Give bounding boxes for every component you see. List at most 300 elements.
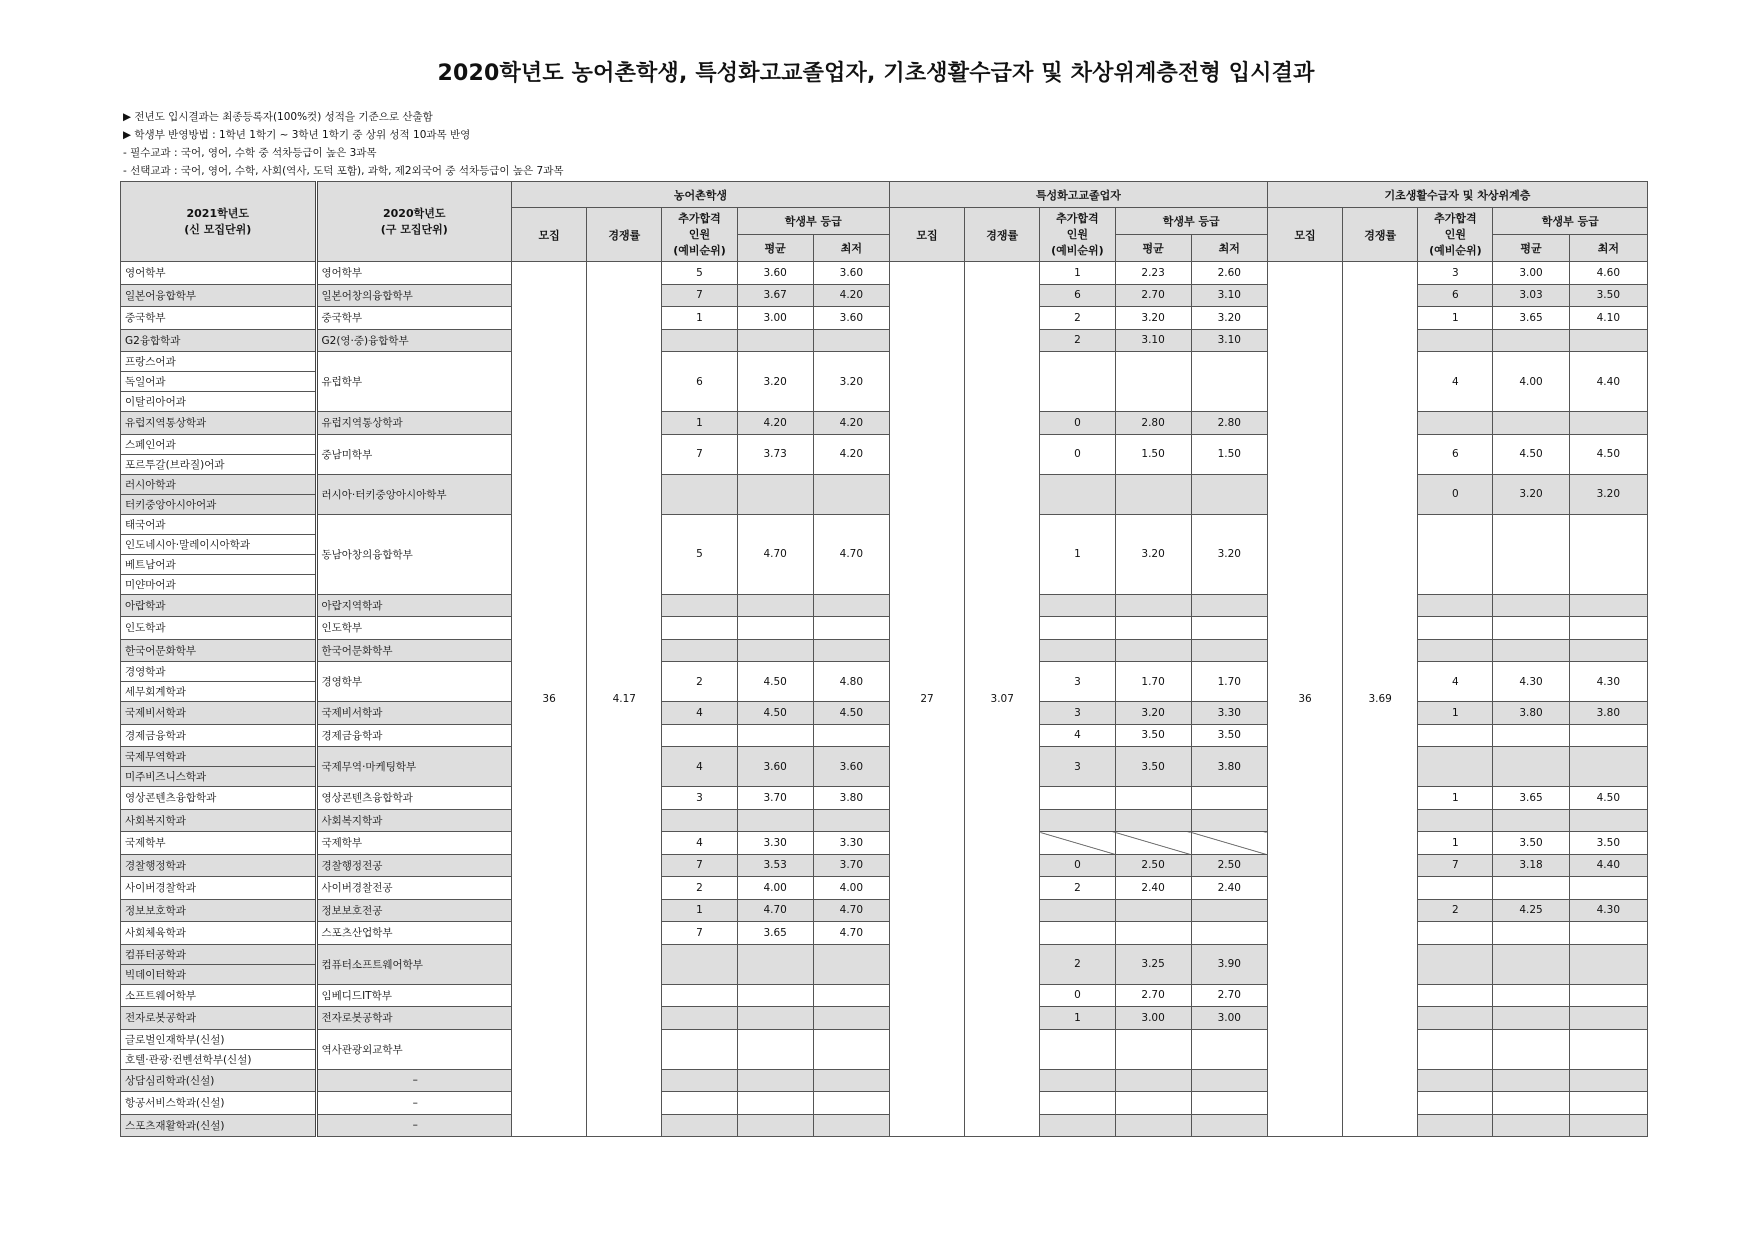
table-row bbox=[121, 877, 1648, 900]
basic-extra bbox=[1418, 1069, 1493, 1092]
voc-avg bbox=[1115, 1029, 1191, 1069]
farm-avg: 4.70 bbox=[737, 899, 813, 922]
basic-avg: 4.50 bbox=[1493, 434, 1569, 474]
voc-extra bbox=[1040, 1029, 1115, 1069]
farm-extra: 1 bbox=[662, 412, 737, 435]
basic-avg bbox=[1493, 724, 1569, 747]
basic-extra: 1 bbox=[1418, 832, 1493, 855]
farm-min bbox=[813, 809, 889, 832]
farm-extra: 2 bbox=[662, 877, 737, 900]
voc-avg: 1.70 bbox=[1115, 662, 1191, 702]
voc-avg: 2.40 bbox=[1115, 877, 1191, 900]
farm-extra bbox=[662, 474, 737, 514]
basic-extra bbox=[1418, 922, 1493, 945]
unit-2021: 호텔·관광·컨벤션학부(신설) bbox=[121, 1049, 317, 1069]
farm-avg bbox=[737, 1029, 813, 1069]
table-row bbox=[121, 434, 1648, 454]
farm-min: 3.60 bbox=[813, 747, 889, 787]
farm-avg bbox=[737, 1069, 813, 1092]
unit-2021: 세무회계학과 bbox=[121, 682, 317, 702]
basic-extra: 0 bbox=[1418, 474, 1493, 514]
unit-2021: 컴퓨터공학과 bbox=[121, 944, 317, 964]
unit-2021: 프랑스어과 bbox=[121, 352, 317, 372]
table-row bbox=[121, 352, 1648, 372]
header-2021-label: 2021학년도 (신 모집단위) bbox=[184, 206, 252, 236]
voc-min bbox=[1191, 352, 1267, 412]
unit-2020: 유럽학부 bbox=[316, 352, 512, 412]
basic-min bbox=[1569, 1114, 1647, 1137]
unit-2021: 포르투갈(브라질)어과 bbox=[121, 454, 317, 474]
basic-min: 3.50 bbox=[1569, 284, 1647, 307]
admission-results-table bbox=[120, 181, 1648, 1137]
basic-avg bbox=[1493, 639, 1569, 662]
basic-min bbox=[1569, 922, 1647, 945]
farm-min: 4.80 bbox=[813, 662, 889, 702]
unit-2021: 경제금융학과 bbox=[121, 724, 317, 747]
farm-recruit: 36 bbox=[512, 262, 587, 1137]
unit-2021: 터키중앙아시아어과 bbox=[121, 494, 317, 514]
basic-min: 4.10 bbox=[1569, 307, 1647, 330]
voc-avg: 1.50 bbox=[1115, 434, 1191, 474]
voc-extra bbox=[1040, 594, 1115, 617]
farm-extra bbox=[662, 639, 737, 662]
basic-avg bbox=[1493, 984, 1569, 1007]
unit-2020: 일본어창의융합학부 bbox=[316, 284, 512, 307]
voc-min bbox=[1191, 1029, 1267, 1069]
voc-extra: 1 bbox=[1040, 514, 1115, 594]
unit-2020: 국제무역·마케팅학부 bbox=[316, 747, 512, 787]
farm-min: 4.20 bbox=[813, 284, 889, 307]
farm-avg: 3.00 bbox=[737, 307, 813, 330]
basic-min bbox=[1569, 412, 1647, 435]
basic-extra bbox=[1418, 514, 1493, 594]
basic-extra bbox=[1418, 594, 1493, 617]
basic-avg bbox=[1493, 922, 1569, 945]
basic-avg: 4.00 bbox=[1493, 352, 1569, 412]
basic-avg: 3.50 bbox=[1493, 832, 1569, 855]
unit-2020: – bbox=[316, 1069, 512, 1092]
unit-2021: 이탈리아어과 bbox=[121, 392, 317, 412]
voc-min: 1.70 bbox=[1191, 662, 1267, 702]
voc-min bbox=[1191, 899, 1267, 922]
unit-2021: 영상콘텐츠융합학과 bbox=[121, 787, 317, 810]
basic-avg: 3.65 bbox=[1493, 307, 1569, 330]
voc-avg: 3.50 bbox=[1115, 724, 1191, 747]
farm-avg bbox=[737, 809, 813, 832]
voc-extra bbox=[1040, 832, 1115, 855]
notes-block bbox=[123, 108, 564, 180]
table-row bbox=[121, 787, 1648, 810]
farm-avg: 3.53 bbox=[737, 854, 813, 877]
unit-2021: 영어학부 bbox=[121, 262, 317, 285]
voc-min bbox=[1191, 617, 1267, 640]
header-2020-label: 2020학년도 (구 모집단위) bbox=[380, 206, 448, 236]
basic-extra bbox=[1418, 639, 1493, 662]
farm-min: 3.60 bbox=[813, 262, 889, 285]
farm-avg bbox=[737, 617, 813, 640]
voc-avg: 3.25 bbox=[1115, 944, 1191, 984]
basic-avg: 3.80 bbox=[1493, 702, 1569, 725]
voc-ratio: 3.07 bbox=[965, 262, 1040, 1137]
voc-extra: 4 bbox=[1040, 724, 1115, 747]
table-row bbox=[121, 899, 1648, 922]
unit-2020: 국제학부 bbox=[316, 832, 512, 855]
voc-extra: 1 bbox=[1040, 1007, 1115, 1030]
farm-extra bbox=[662, 1114, 737, 1137]
farm-extra bbox=[662, 617, 737, 640]
basic-min: 4.30 bbox=[1569, 899, 1647, 922]
farm-min: 4.20 bbox=[813, 412, 889, 435]
basic-min: 4.50 bbox=[1569, 434, 1647, 474]
basic-avg bbox=[1493, 809, 1569, 832]
voc-extra: 3 bbox=[1040, 747, 1115, 787]
basic-extra bbox=[1418, 1114, 1493, 1137]
voc-min: 3.90 bbox=[1191, 944, 1267, 984]
farm-min bbox=[813, 944, 889, 984]
basic-min bbox=[1569, 1007, 1647, 1030]
farm-extra bbox=[662, 1069, 737, 1092]
voc-extra: 6 bbox=[1040, 284, 1115, 307]
voc-avg bbox=[1115, 899, 1191, 922]
unit-2021: 글로벌인재학부(신설) bbox=[121, 1029, 317, 1049]
unit-2021: 태국어과 bbox=[121, 514, 317, 534]
note-line: ▶ 학생부 반영방법 : 1학년 1학기 ~ 3학년 1학기 중 상위 성적 10과목 반영 bbox=[123, 129, 471, 141]
unit-2021: 빅데이터학과 bbox=[121, 964, 317, 984]
basic-avg bbox=[1493, 1114, 1569, 1137]
header-group-vocational: 특성화고교졸업자 bbox=[889, 182, 1267, 208]
basic-extra bbox=[1418, 412, 1493, 435]
farm-extra bbox=[662, 329, 737, 352]
farm-extra: 7 bbox=[662, 434, 737, 474]
basic-avg: 3.65 bbox=[1493, 787, 1569, 810]
voc-min bbox=[1191, 809, 1267, 832]
basic-min bbox=[1569, 724, 1647, 747]
basic-avg bbox=[1493, 747, 1569, 787]
header-ratio: 경쟁률 bbox=[587, 208, 662, 262]
unit-2021: 사회체육학과 bbox=[121, 922, 317, 945]
unit-2021: 베트남어과 bbox=[121, 554, 317, 574]
unit-2020: 아랍지역학과 bbox=[316, 594, 512, 617]
header-ratio: 경쟁률 bbox=[965, 208, 1040, 262]
farm-avg bbox=[737, 594, 813, 617]
unit-2020: 중남미학부 bbox=[316, 434, 512, 474]
farm-extra: 2 bbox=[662, 662, 737, 702]
unit-2020: 인도학부 bbox=[316, 617, 512, 640]
basic-min: 3.20 bbox=[1569, 474, 1647, 514]
unit-2021: 상담심리학과(신설) bbox=[121, 1069, 317, 1092]
basic-recruit: 36 bbox=[1267, 262, 1342, 1137]
basic-min: 3.50 bbox=[1569, 832, 1647, 855]
basic-extra bbox=[1418, 809, 1493, 832]
voc-min: 3.50 bbox=[1191, 724, 1267, 747]
voc-min: 3.20 bbox=[1191, 307, 1267, 330]
basic-extra bbox=[1418, 1007, 1493, 1030]
farm-min: 3.30 bbox=[813, 832, 889, 855]
farm-min: 4.70 bbox=[813, 514, 889, 594]
table-row bbox=[121, 984, 1648, 1007]
basic-extra: 3 bbox=[1418, 262, 1493, 285]
basic-min bbox=[1569, 747, 1647, 787]
farm-min bbox=[813, 724, 889, 747]
unit-2020: 임베디드IT학부 bbox=[316, 984, 512, 1007]
farm-min bbox=[813, 1029, 889, 1069]
farm-avg: 3.30 bbox=[737, 832, 813, 855]
basic-avg: 3.18 bbox=[1493, 854, 1569, 877]
header-grade: 학생부 등급 bbox=[1493, 208, 1648, 235]
farm-extra bbox=[662, 1092, 737, 1115]
farm-min: 4.70 bbox=[813, 922, 889, 945]
unit-2020: 영어학부 bbox=[316, 262, 512, 285]
basic-avg bbox=[1493, 1029, 1569, 1069]
unit-2020: 러시아·터키중앙아시아학부 bbox=[316, 474, 512, 514]
unit-2021: 인도네시아·말레이시아학과 bbox=[121, 534, 317, 554]
basic-min bbox=[1569, 1029, 1647, 1069]
unit-2020: 국제비서학과 bbox=[316, 702, 512, 725]
farm-avg bbox=[737, 639, 813, 662]
farm-extra: 7 bbox=[662, 854, 737, 877]
unit-2021: 사이버경찰학과 bbox=[121, 877, 317, 900]
voc-min: 3.80 bbox=[1191, 747, 1267, 787]
header-2021 bbox=[121, 182, 317, 262]
voc-min bbox=[1191, 474, 1267, 514]
table-row bbox=[121, 262, 1648, 285]
voc-avg bbox=[1115, 617, 1191, 640]
voc-min: 3.10 bbox=[1191, 284, 1267, 307]
table-row bbox=[121, 724, 1648, 747]
table-row bbox=[121, 412, 1648, 435]
basic-min bbox=[1569, 329, 1647, 352]
voc-extra bbox=[1040, 1069, 1115, 1092]
basic-min bbox=[1569, 809, 1647, 832]
farm-avg: 4.20 bbox=[737, 412, 813, 435]
voc-extra bbox=[1040, 352, 1115, 412]
voc-min bbox=[1191, 639, 1267, 662]
basic-extra: 1 bbox=[1418, 702, 1493, 725]
voc-min: 2.80 bbox=[1191, 412, 1267, 435]
voc-min: 3.00 bbox=[1191, 1007, 1267, 1030]
header-extra bbox=[1040, 208, 1115, 262]
unit-2021: 일본어융합학부 bbox=[121, 284, 317, 307]
farm-min: 4.20 bbox=[813, 434, 889, 474]
table-row bbox=[121, 944, 1648, 964]
unit-2021: 국제학부 bbox=[121, 832, 317, 855]
basic-extra: 6 bbox=[1418, 284, 1493, 307]
voc-min: 1.50 bbox=[1191, 434, 1267, 474]
basic-extra: 7 bbox=[1418, 854, 1493, 877]
farm-avg bbox=[737, 474, 813, 514]
farm-avg: 3.60 bbox=[737, 747, 813, 787]
header-grade: 학생부 등급 bbox=[737, 208, 889, 235]
farm-min: 4.50 bbox=[813, 702, 889, 725]
voc-avg bbox=[1115, 1092, 1191, 1115]
basic-extra bbox=[1418, 1029, 1493, 1069]
basic-min bbox=[1569, 1069, 1647, 1092]
basic-min bbox=[1569, 594, 1647, 617]
unit-2020: 정보보호전공 bbox=[316, 899, 512, 922]
unit-2021: 전자로봇공학과 bbox=[121, 1007, 317, 1030]
unit-2020: 스포츠산업학부 bbox=[316, 922, 512, 945]
header-recruit: 모집 bbox=[1267, 208, 1342, 262]
table-row bbox=[121, 1069, 1648, 1092]
voc-extra bbox=[1040, 1114, 1115, 1137]
farm-extra: 6 bbox=[662, 352, 737, 412]
farm-extra bbox=[662, 724, 737, 747]
basic-avg: 4.30 bbox=[1493, 662, 1569, 702]
table-row bbox=[121, 702, 1648, 725]
basic-avg bbox=[1493, 944, 1569, 984]
farm-extra: 4 bbox=[662, 702, 737, 725]
table-row bbox=[121, 1029, 1648, 1049]
farm-extra: 7 bbox=[662, 922, 737, 945]
table-row bbox=[121, 617, 1648, 640]
voc-avg bbox=[1115, 922, 1191, 945]
voc-avg: 3.20 bbox=[1115, 702, 1191, 725]
farm-extra bbox=[662, 594, 737, 617]
basic-extra bbox=[1418, 944, 1493, 984]
farm-avg bbox=[737, 1007, 813, 1030]
voc-extra: 3 bbox=[1040, 662, 1115, 702]
farm-extra: 4 bbox=[662, 747, 737, 787]
farm-min bbox=[813, 474, 889, 514]
table-row bbox=[121, 594, 1648, 617]
voc-avg bbox=[1115, 474, 1191, 514]
voc-extra bbox=[1040, 809, 1115, 832]
farm-min bbox=[813, 1114, 889, 1137]
basic-extra bbox=[1418, 724, 1493, 747]
farm-min bbox=[813, 617, 889, 640]
basic-extra: 2 bbox=[1418, 899, 1493, 922]
unit-2020: 유럽지역통상학과 bbox=[316, 412, 512, 435]
unit-2021: 스포츠재활학과(신설) bbox=[121, 1114, 317, 1137]
voc-extra: 0 bbox=[1040, 412, 1115, 435]
farm-min bbox=[813, 1007, 889, 1030]
header-group-basic: 기초생활수급자 및 차상위계층 bbox=[1267, 182, 1647, 208]
farm-extra: 5 bbox=[662, 514, 737, 594]
voc-min bbox=[1191, 1069, 1267, 1092]
voc-avg: 3.20 bbox=[1115, 307, 1191, 330]
voc-extra: 2 bbox=[1040, 329, 1115, 352]
voc-extra: 2 bbox=[1040, 877, 1115, 900]
unit-2020: 컴퓨터소프트웨어학부 bbox=[316, 944, 512, 984]
unit-2020: 역사관광외교학부 bbox=[316, 1029, 512, 1069]
unit-2021: 경영학과 bbox=[121, 662, 317, 682]
farm-extra bbox=[662, 944, 737, 984]
table-row bbox=[121, 284, 1648, 307]
voc-min bbox=[1191, 1092, 1267, 1115]
basic-extra bbox=[1418, 329, 1493, 352]
header-extra-label: 추가합격 인원 (예비순위) bbox=[1429, 211, 1482, 257]
farm-extra: 1 bbox=[662, 307, 737, 330]
farm-avg: 4.70 bbox=[737, 514, 813, 594]
voc-min bbox=[1191, 787, 1267, 810]
farm-extra: 1 bbox=[662, 899, 737, 922]
header-extra-label: 추가합격 인원 (예비순위) bbox=[1051, 211, 1104, 257]
basic-avg bbox=[1493, 1007, 1569, 1030]
voc-extra: 0 bbox=[1040, 434, 1115, 474]
farm-avg bbox=[737, 724, 813, 747]
farm-min: 3.70 bbox=[813, 854, 889, 877]
basic-extra: 1 bbox=[1418, 787, 1493, 810]
basic-min: 4.30 bbox=[1569, 662, 1647, 702]
basic-ratio: 3.69 bbox=[1343, 262, 1418, 1137]
basic-avg bbox=[1493, 329, 1569, 352]
basic-avg bbox=[1493, 514, 1569, 594]
unit-2021: 국제무역학과 bbox=[121, 747, 317, 767]
farm-avg: 3.67 bbox=[737, 284, 813, 307]
basic-min bbox=[1569, 984, 1647, 1007]
unit-2021: 독일어과 bbox=[121, 372, 317, 392]
farm-avg: 4.00 bbox=[737, 877, 813, 900]
note-line: - 필수교과 : 국어, 영어, 수학 중 석차등급이 높은 3과목 bbox=[123, 147, 377, 159]
header-avg: 평균 bbox=[1115, 235, 1191, 262]
table-row bbox=[121, 747, 1648, 767]
header-extra bbox=[662, 208, 737, 262]
farm-extra bbox=[662, 984, 737, 1007]
unit-2020: 경제금융학과 bbox=[316, 724, 512, 747]
basic-extra bbox=[1418, 1092, 1493, 1115]
unit-2021: 미주비즈니스학과 bbox=[121, 767, 317, 787]
farm-min bbox=[813, 1069, 889, 1092]
farm-min: 3.80 bbox=[813, 787, 889, 810]
unit-2020: 사회복지학과 bbox=[316, 809, 512, 832]
voc-avg: 3.00 bbox=[1115, 1007, 1191, 1030]
voc-extra bbox=[1040, 617, 1115, 640]
note-line: - 선택교과 : 국어, 영어, 수학, 사회(역사, 도덕 포함), 과학, 제2외국어 중 석차등급이 높은 7과목 bbox=[123, 165, 564, 177]
voc-min: 2.70 bbox=[1191, 984, 1267, 1007]
basic-extra: 6 bbox=[1418, 434, 1493, 474]
farm-extra: 5 bbox=[662, 262, 737, 285]
basic-avg bbox=[1493, 1069, 1569, 1092]
basic-min bbox=[1569, 877, 1647, 900]
farm-avg: 3.70 bbox=[737, 787, 813, 810]
voc-avg bbox=[1115, 1114, 1191, 1137]
farm-extra: 4 bbox=[662, 832, 737, 855]
unit-2021: 인도학과 bbox=[121, 617, 317, 640]
header-avg: 평균 bbox=[1493, 235, 1569, 262]
voc-extra: 2 bbox=[1040, 307, 1115, 330]
voc-avg: 3.10 bbox=[1115, 329, 1191, 352]
basic-extra bbox=[1418, 877, 1493, 900]
table-row bbox=[121, 809, 1648, 832]
page-title: 2020학년도 농어촌학생, 특성화고교졸업자, 기초생활수급자 및 차상위계층전형 입시결과 bbox=[437, 61, 1315, 86]
farm-avg bbox=[737, 944, 813, 984]
basic-min bbox=[1569, 944, 1647, 984]
basic-avg bbox=[1493, 877, 1569, 900]
farm-avg: 3.73 bbox=[737, 434, 813, 474]
voc-min: 2.50 bbox=[1191, 854, 1267, 877]
voc-avg bbox=[1115, 787, 1191, 810]
unit-2021: 스페인어과 bbox=[121, 434, 317, 454]
header-recruit: 모집 bbox=[512, 208, 587, 262]
voc-avg: 2.70 bbox=[1115, 984, 1191, 1007]
voc-avg: 2.70 bbox=[1115, 284, 1191, 307]
header-min: 최저 bbox=[1569, 235, 1647, 262]
voc-extra: 3 bbox=[1040, 702, 1115, 725]
farm-min: 4.70 bbox=[813, 899, 889, 922]
unit-2021: 미얀마어과 bbox=[121, 574, 317, 594]
header-extra bbox=[1418, 208, 1493, 262]
table-row bbox=[121, 832, 1648, 855]
basic-min bbox=[1569, 617, 1647, 640]
basic-avg bbox=[1493, 594, 1569, 617]
basic-extra bbox=[1418, 747, 1493, 787]
farm-avg: 3.65 bbox=[737, 922, 813, 945]
farm-avg: 3.20 bbox=[737, 352, 813, 412]
voc-extra bbox=[1040, 922, 1115, 945]
unit-2020: 영상콘텐츠융합학과 bbox=[316, 787, 512, 810]
basic-avg: 3.20 bbox=[1493, 474, 1569, 514]
voc-min bbox=[1191, 594, 1267, 617]
